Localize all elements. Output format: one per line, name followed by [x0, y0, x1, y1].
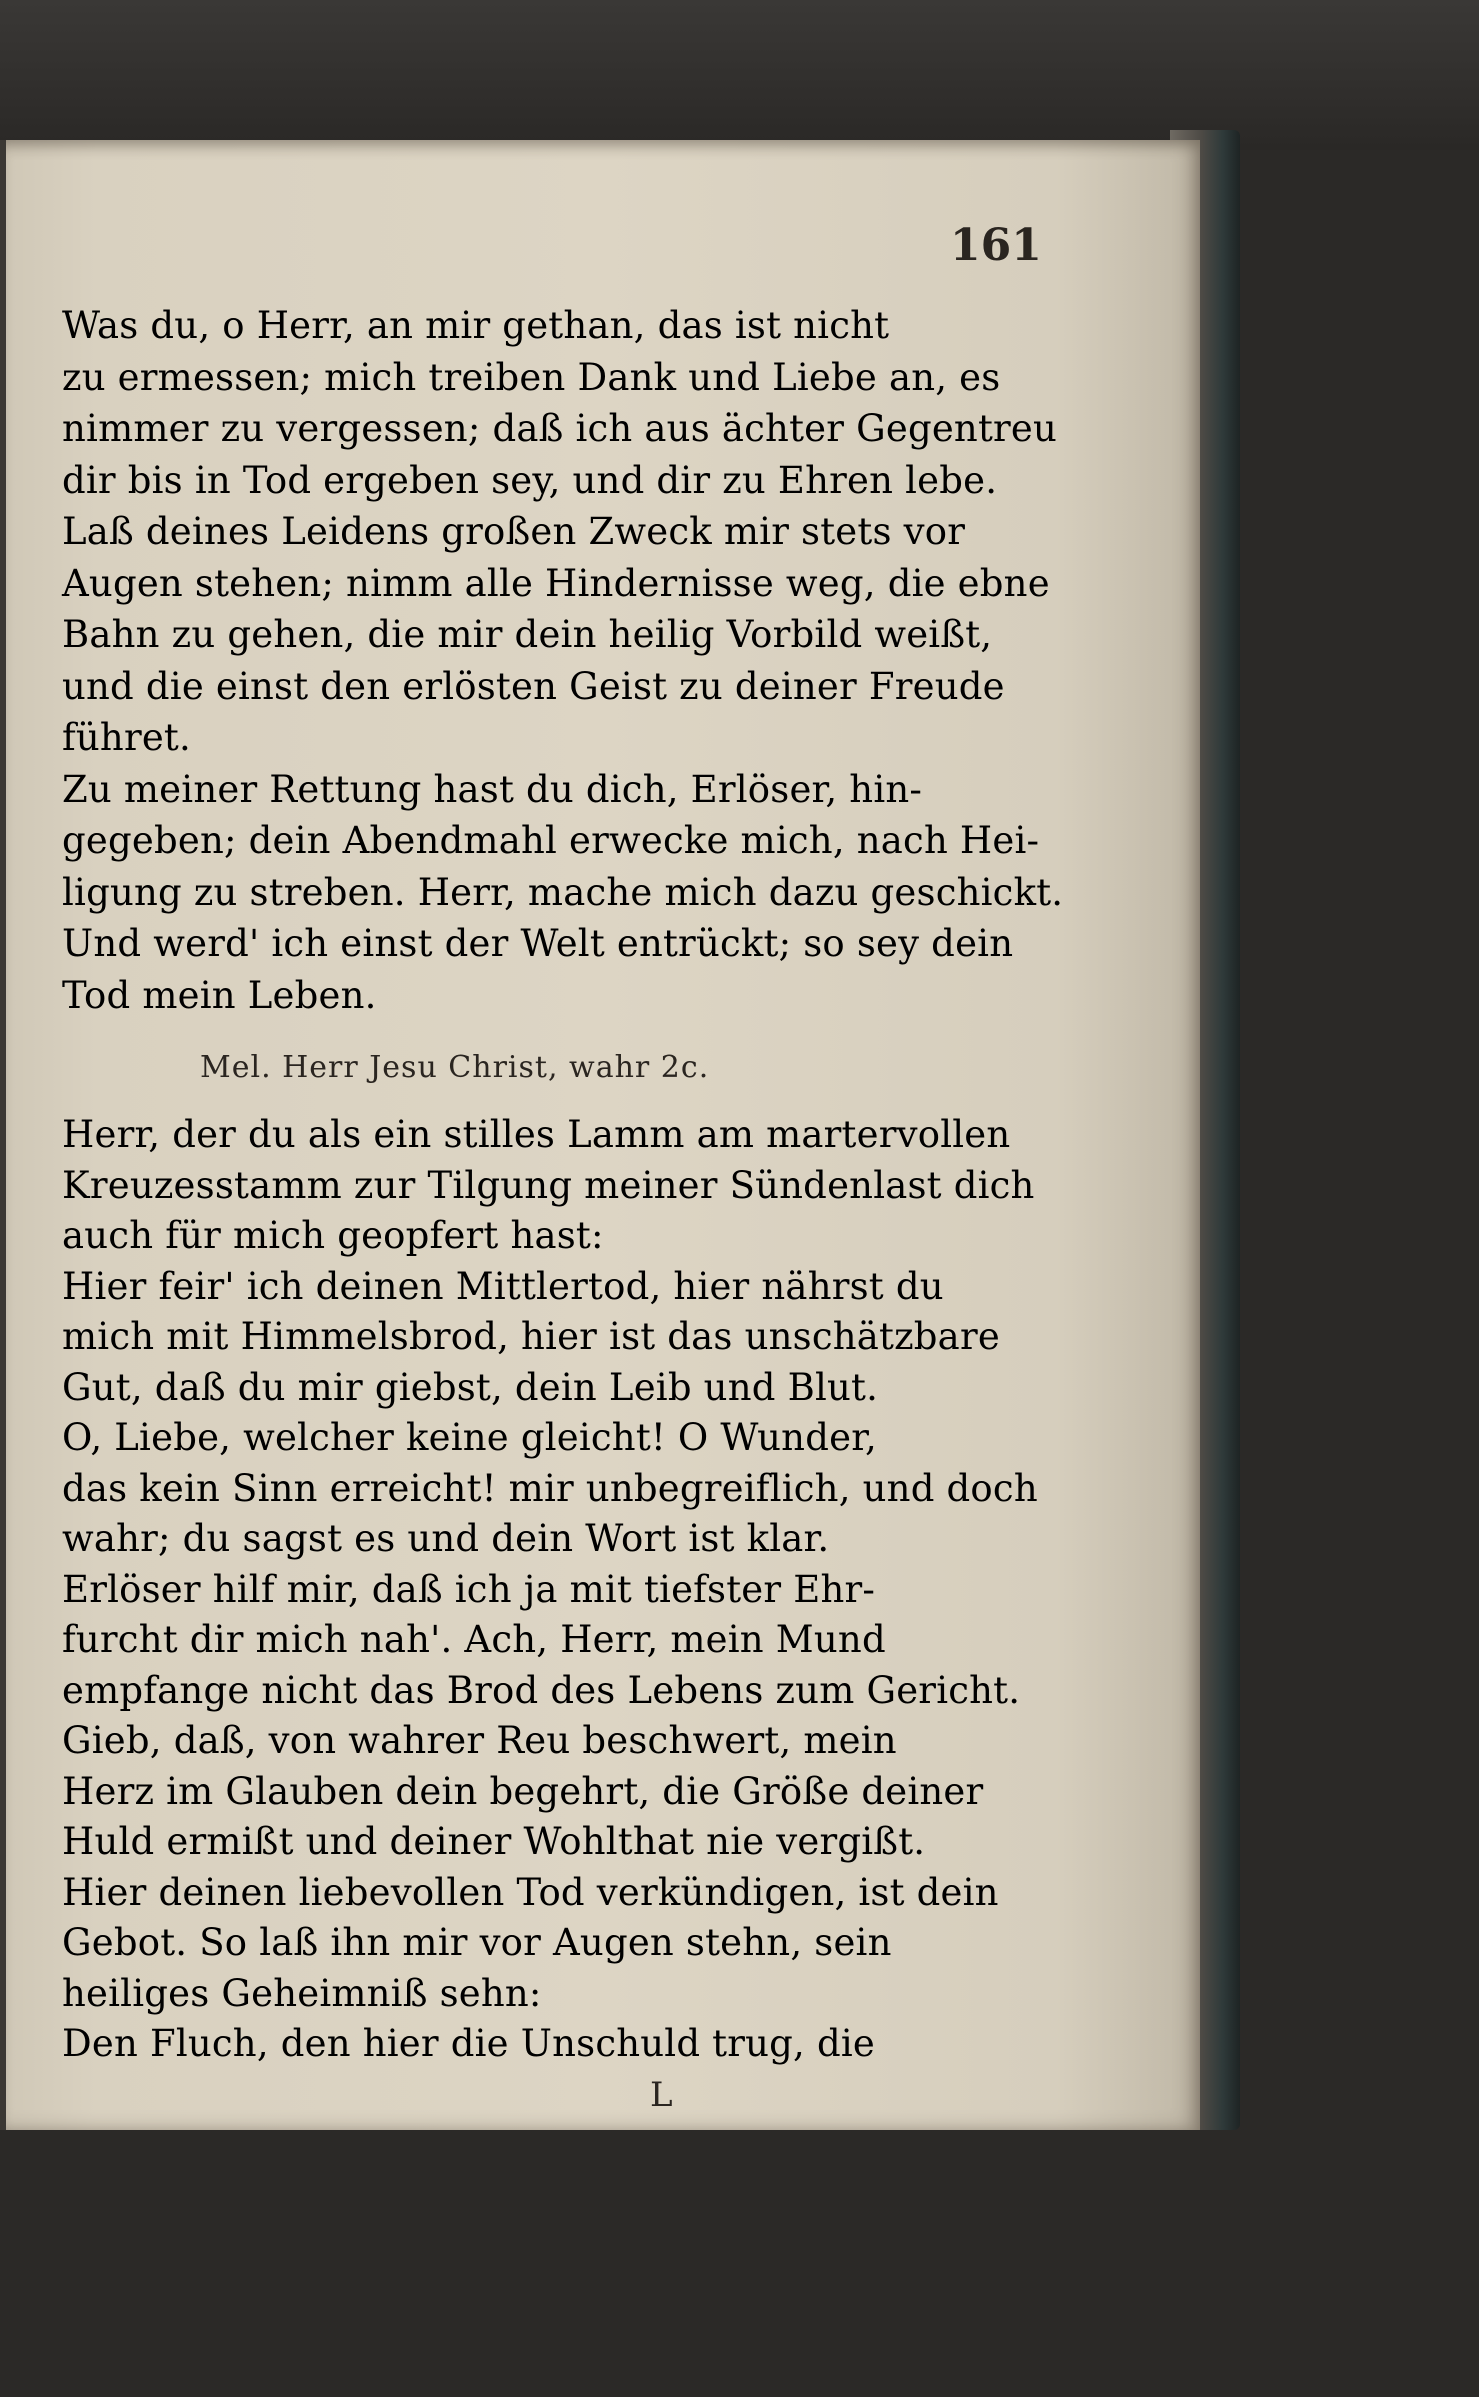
text-line: Hier feir' ich deinen Mittlertod, hier nährst du: [62, 1264, 944, 1308]
text-line: Den Fluch, den hier die Unschuld trug, die: [62, 2022, 875, 2065]
text-line: führet.: [62, 716, 191, 759]
text-line: Bahn zu gehen, die mir dein heilig Vorbild weißt,: [62, 613, 993, 656]
text-line: und die einst den erlösten Geist zu deiner Freude: [62, 664, 1005, 708]
text-line: O, Liebe, welcher keine gleicht! O Wunder,: [62, 1416, 877, 1459]
text-line: nimmer zu vergessen; daß ich aus ächter Gegentreu: [62, 407, 1058, 450]
catchword: L: [650, 2075, 673, 2115]
text-line: Augen stehen; nimm alle Hindernisse weg, die ebne: [62, 561, 1050, 605]
backdrop: [0, 0, 1479, 150]
text-line: Huld ermißt und deiner Wohlthat nie vergißt.: [62, 1820, 926, 1863]
text-line: auch für mich geopfert hast:: [62, 1214, 604, 1257]
page-number: 161: [950, 220, 1042, 271]
text-line: Kreuzesstamm zur Tilgung meiner Sündenlast dich: [62, 1163, 1035, 1207]
backdrop-bottom: [0, 2130, 1479, 2397]
text-line: Laß deines Leidens großen Zweck mir stets vor: [62, 510, 966, 553]
text-line: Tod mein Leben.: [62, 973, 377, 1017]
text-line: Erlöser hilf mir, daß ich ja mit tiefster Ehr-: [62, 1567, 876, 1611]
page-gutter: [0, 140, 6, 2130]
text-line: dir bis in Tod ergeben sey, und dir zu Ehren lebe.: [62, 458, 998, 502]
text-line: zu ermessen; mich treiben Dank und Liebe an, es: [62, 355, 1001, 399]
text-line: furcht dir mich nah'. Ach, Herr, mein Mund: [62, 1618, 886, 1661]
text-line: Herr, der du als ein stilles Lamm am martervollen: [62, 1113, 1011, 1156]
text-line: Zu meiner Rettung hast du dich, Erlöser, hin-: [62, 767, 923, 811]
text-line: wahr; du sagst es und dein Wort ist klar.: [62, 1517, 830, 1560]
text-line: Gut, daß du mir giebst, dein Leib und Blut.: [62, 1365, 879, 1409]
text-line: Herz im Glauben dein begehrt, die Größe deiner: [62, 1769, 984, 1813]
text-line: Hier deinen liebevollen Tod verkündigen, ist dein: [62, 1870, 999, 1914]
text-line: mich mit Himmelsbrod, hier ist das unschätzbare: [62, 1315, 1000, 1358]
text-line: Gebot. So laß ihn mir vor Augen stehn, sein: [62, 1921, 892, 1964]
hymn-one-text: [62, 300, 1064, 1021]
hymn-two-text: [62, 1110, 1042, 2070]
text-line: Was du, o Herr, an mir gethan, das ist nicht: [62, 304, 890, 347]
text-line: das kein Sinn erreicht! mir unbegreiflich, und doch: [62, 1466, 1038, 1510]
text-line: gegeben; dein Abendmahl erwecke mich, nach Hei-: [62, 819, 1040, 862]
melody-heading: Mel. Herr Jesu Christ, wahr 2c.: [200, 1050, 710, 1085]
text-line: ligung zu streben. Herr, mache mich dazu geschickt.: [62, 870, 1064, 914]
text-line: Und werd' ich einst der Welt entrückt; so sey dein: [62, 922, 1014, 965]
text-line: empfange nicht das Brod des Lebens zum Gericht.: [62, 1668, 1021, 1712]
text-line: heiliges Geheimniß sehn:: [62, 1971, 542, 2015]
text-line: Gieb, daß, von wahrer Reu beschwert, mein: [62, 1719, 897, 1762]
